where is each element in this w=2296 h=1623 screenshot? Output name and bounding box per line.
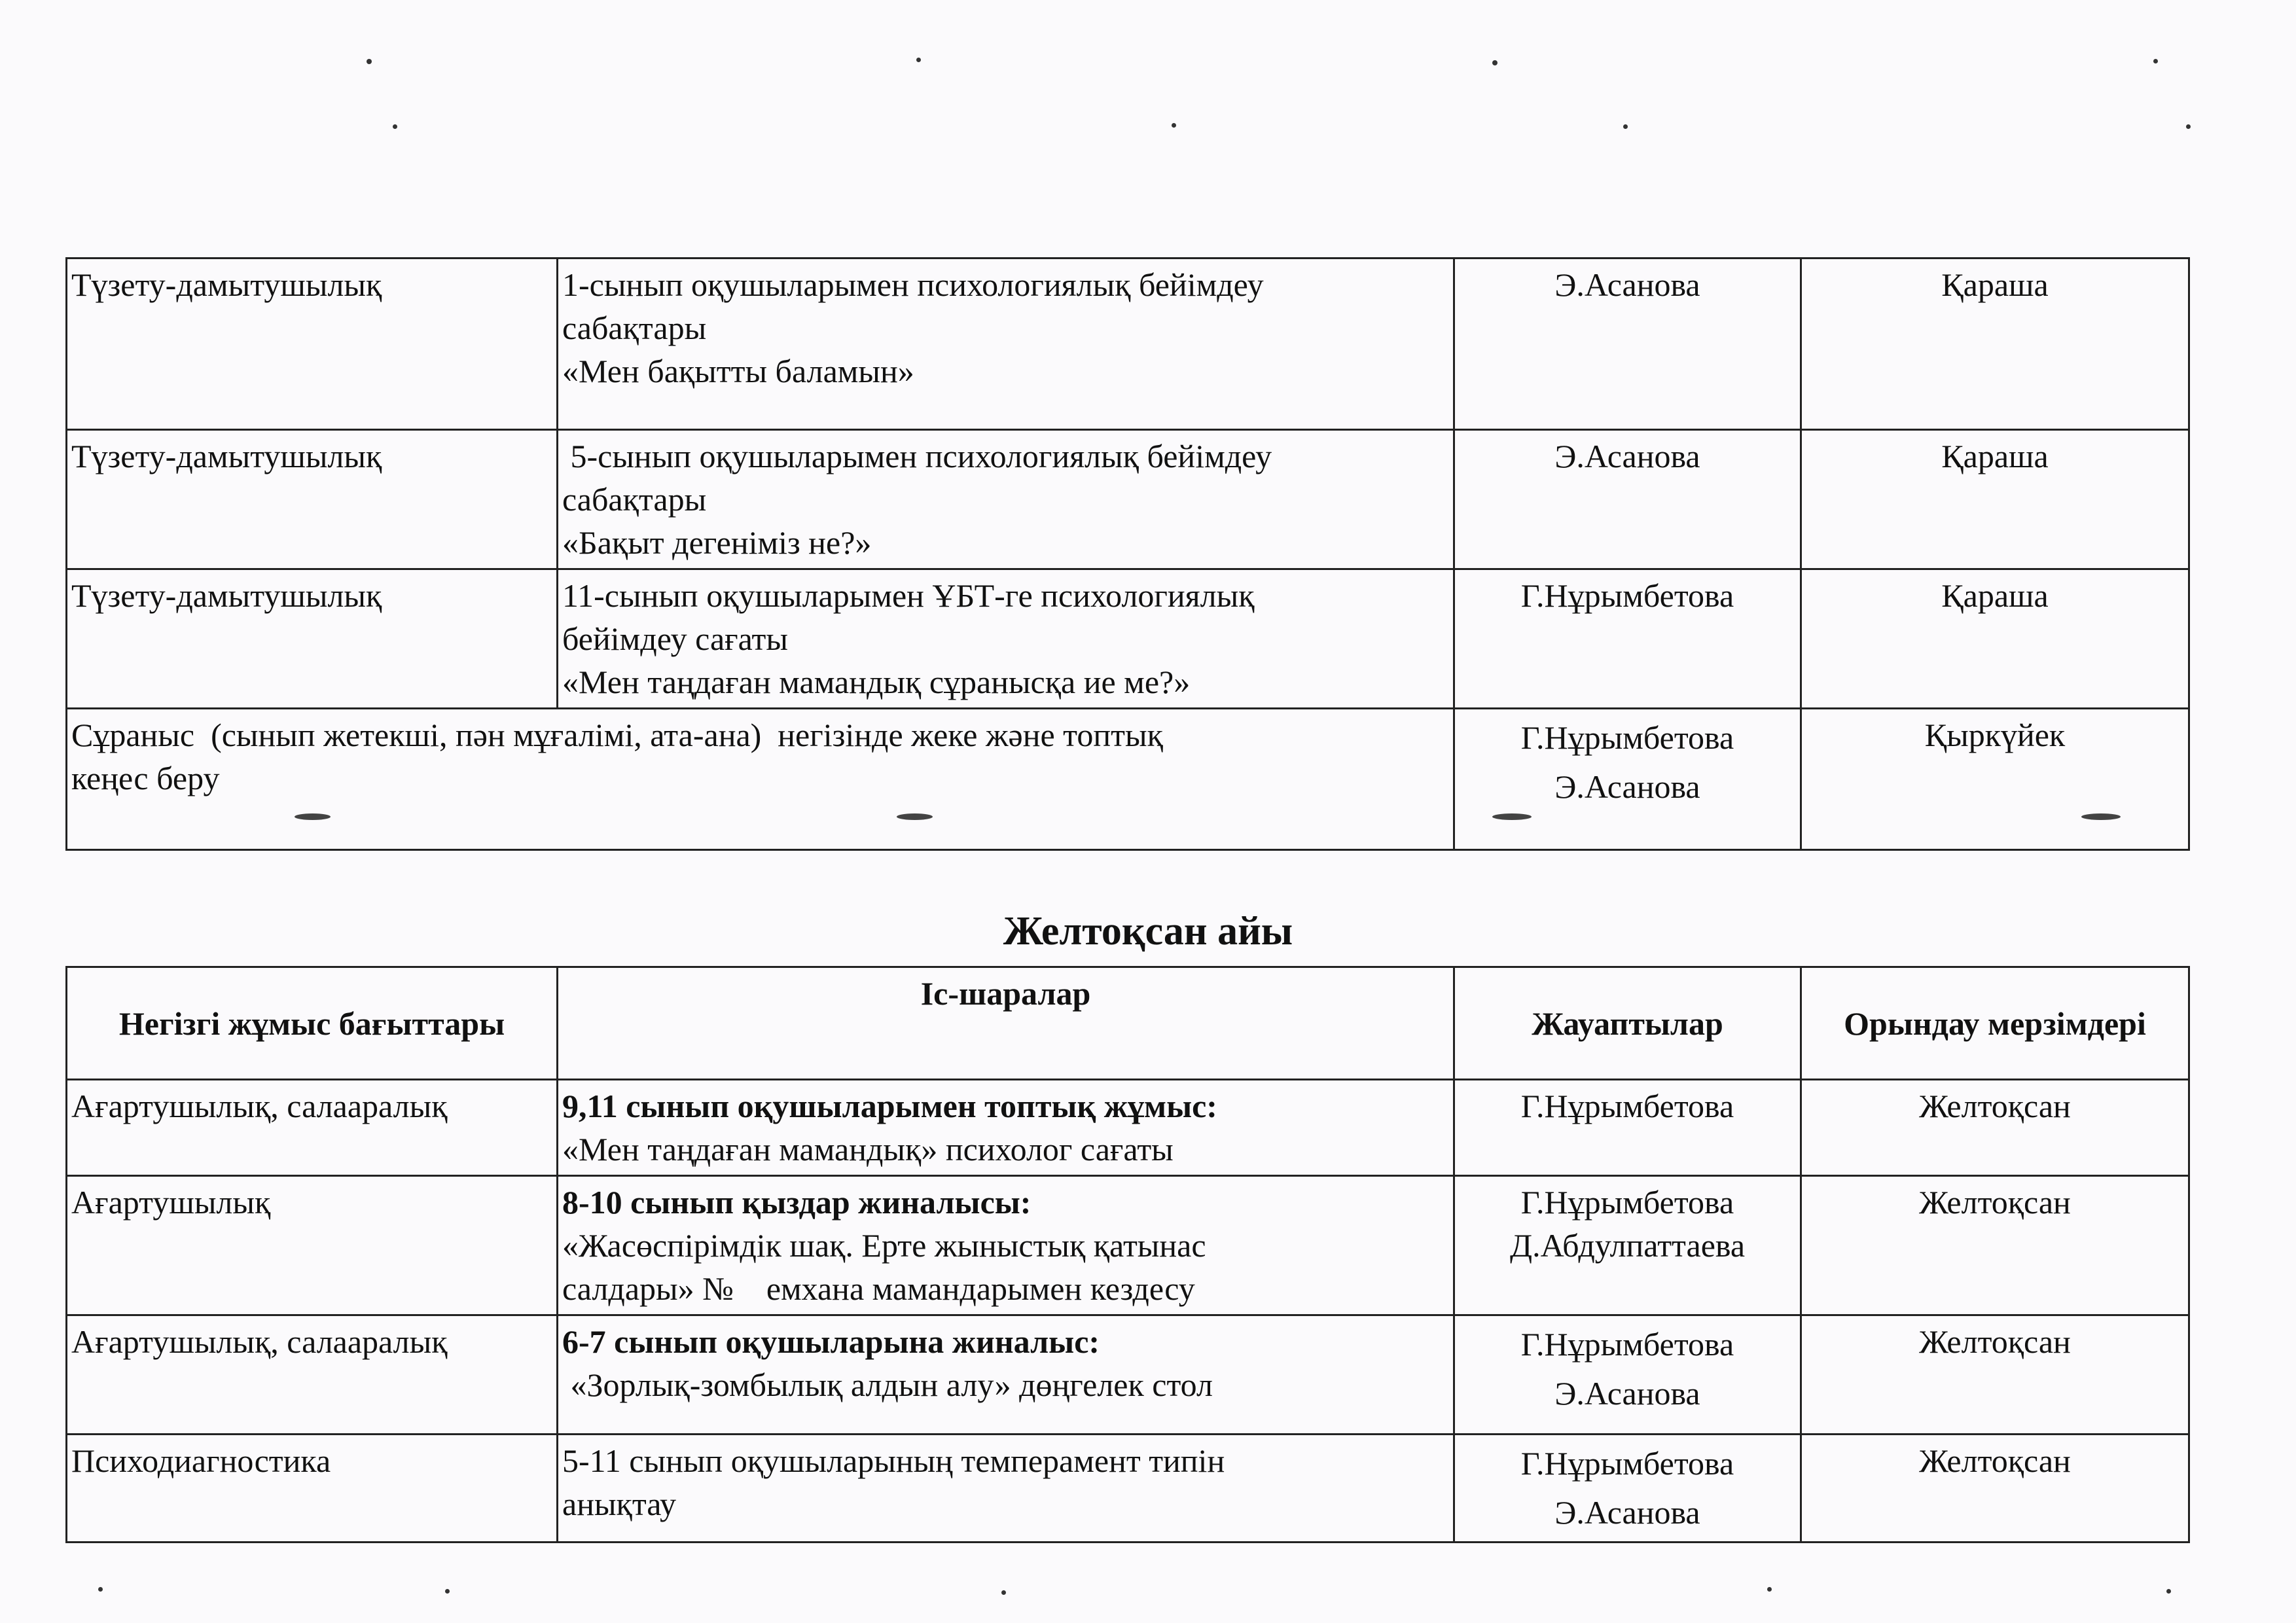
- responsible-cell: [1454, 1080, 1801, 1176]
- section-title: Желтоқсан айы: [1003, 909, 1293, 954]
- direction-cell: Түзету-дамытушылық: [67, 430, 558, 569]
- table-row: [67, 1315, 2189, 1435]
- deadline-cell: Қараша: [1801, 569, 2189, 709]
- responsible-name: Д.Абдулпаттаева: [1509, 1227, 1746, 1264]
- deadline-cell: Қараша: [1801, 430, 2189, 569]
- activity-line: 5-11 сынып оқушыларының темперамент типін: [562, 1442, 1225, 1479]
- consultation-line: Сұраныс (сынып жетекші, пән мұғалімі, ата-ана) негізінде жеке және топтық: [71, 717, 1163, 753]
- responsible-name: Г.Нұрымбетова: [1520, 577, 1734, 614]
- responsible-name: Э.Асанова: [1554, 266, 1700, 303]
- activity-title: 6-7 сынып оқушыларына жиналыс:: [562, 1323, 1100, 1360]
- header-activity: Іс-шаралар: [558, 967, 1454, 1080]
- responsible-cell: [1454, 1176, 1801, 1315]
- responsible-name: Э.Асанова: [1554, 1494, 1700, 1531]
- activity-line: «Зорлық-зомбылық алдын алу» дөңгелек стол: [562, 1366, 1213, 1403]
- responsible-cell: [1454, 430, 1801, 569]
- activity-cell: [558, 1080, 1454, 1176]
- scan-speck: [445, 1589, 450, 1594]
- deadline-cell: Қараша: [1801, 259, 2189, 430]
- activity-line: бейімдеу сағаты: [562, 620, 788, 657]
- scan-speck: [2153, 59, 2158, 63]
- scan-speck: [367, 59, 372, 64]
- deadline-cell: Желтоқсан: [1801, 1435, 2189, 1543]
- responsible-name: Э.Асанова: [1554, 1375, 1700, 1412]
- activity-line: «Бақыт дегеніміз не?»: [562, 524, 872, 561]
- responsible-cell: [1454, 1435, 1801, 1543]
- table-row: [67, 1080, 2189, 1176]
- december-table: [65, 966, 2190, 1543]
- direction-cell: Психодиагностика: [67, 1435, 558, 1543]
- table-row: [67, 1176, 2189, 1315]
- responsible-cell: [1454, 709, 1801, 850]
- deadline-cell: Желтоқсан: [1801, 1315, 2189, 1435]
- responsible-name: Г.Нұрымбетова: [1520, 1088, 1734, 1124]
- table-row: [67, 430, 2189, 569]
- responsible-cell: [1454, 259, 1801, 430]
- activity-cell: [558, 1435, 1454, 1543]
- activity-line: «Мен бақытты баламын»: [562, 353, 914, 389]
- scan-speck: [916, 58, 921, 62]
- activity-line: «Жасөспірімдік шақ. Ерте жыныстық қатынас: [562, 1227, 1206, 1264]
- header-deadline: Орындау мерзімдері: [1801, 967, 2189, 1080]
- activity-line: «Мен таңдаған мамандық» психолог сағаты: [562, 1131, 1174, 1168]
- activity-cell: [558, 1315, 1454, 1435]
- table-row: [67, 709, 2189, 850]
- scan-speck: [2166, 1589, 2171, 1594]
- activity-line: салдары» № емхана мамандарымен кездесу: [562, 1270, 1195, 1307]
- direction-cell: Ағартушылық, салааралық: [67, 1315, 558, 1435]
- table-row: [67, 569, 2189, 709]
- scan-speck: [1001, 1590, 1006, 1595]
- activity-line: «Мен таңдаған мамандық сұранысқа ие ме?»: [562, 664, 1191, 700]
- activity-title: 8-10 сынып қыздар жиналысы:: [562, 1184, 1031, 1221]
- responsible-name: Г.Нұрымбетова: [1520, 719, 1734, 756]
- responsible-name: Г.Нұрымбетова: [1520, 1184, 1734, 1221]
- activity-cell: [558, 569, 1454, 709]
- activity-line: анықтау: [562, 1486, 676, 1522]
- activity-line: сабақтары: [562, 310, 707, 346]
- direction-cell: Түзету-дамытушылық: [67, 259, 558, 430]
- direction-cell: Ағартушылық: [67, 1176, 558, 1315]
- header-direction: Негізгі жұмыс бағыттары: [67, 967, 558, 1080]
- responsible-name: Г.Нұрымбетова: [1520, 1326, 1734, 1363]
- november-table: [65, 257, 2190, 851]
- activity-line: 5-сынып оқушыларымен психологиялық бейімдеу: [562, 438, 1272, 474]
- activity-line: 1-сынып оқушыларымен психологиялық бейімдеу: [562, 266, 1264, 303]
- scan-speck: [98, 1587, 103, 1592]
- scan-speck: [1492, 60, 1498, 65]
- responsible-cell: [1454, 569, 1801, 709]
- responsible-name: Э.Асанова: [1554, 768, 1700, 805]
- scan-speck: [393, 124, 397, 129]
- deadline-cell: Желтоқсан: [1801, 1080, 2189, 1176]
- table-header-row: [67, 967, 2189, 1080]
- consultation-line: кеңес беру: [71, 760, 220, 796]
- scan-speck: [1623, 124, 1628, 129]
- activity-line: сабақтары: [562, 481, 707, 518]
- deadline-cell: Желтоқсан: [1801, 1176, 2189, 1315]
- responsible-name: Г.Нұрымбетова: [1520, 1445, 1734, 1482]
- activity-cell: [558, 430, 1454, 569]
- responsible-cell: [1454, 1315, 1801, 1435]
- activity-line: 11-сынып оқушыларымен ҰБТ-ге психологиялық: [562, 577, 1255, 614]
- deadline-cell: Қыркүйек: [1801, 709, 2189, 850]
- table-row: [67, 259, 2189, 430]
- direction-cell: Түзету-дамытушылық: [67, 569, 558, 709]
- activity-cell: [558, 1176, 1454, 1315]
- table-row: [67, 1435, 2189, 1543]
- responsible-name: Э.Асанова: [1554, 438, 1700, 474]
- direction-cell: Ағартушылық, салааралық: [67, 1080, 558, 1176]
- scan-speck: [1172, 123, 1176, 128]
- consultation-cell: [67, 709, 1454, 850]
- header-responsible: Жауаптылар: [1454, 967, 1801, 1080]
- activity-cell: [558, 259, 1454, 430]
- scan-speck: [2186, 124, 2191, 129]
- activity-title: 9,11 сынып оқушыларымен топтық жұмыс:: [562, 1088, 1217, 1124]
- scan-speck: [1767, 1587, 1772, 1592]
